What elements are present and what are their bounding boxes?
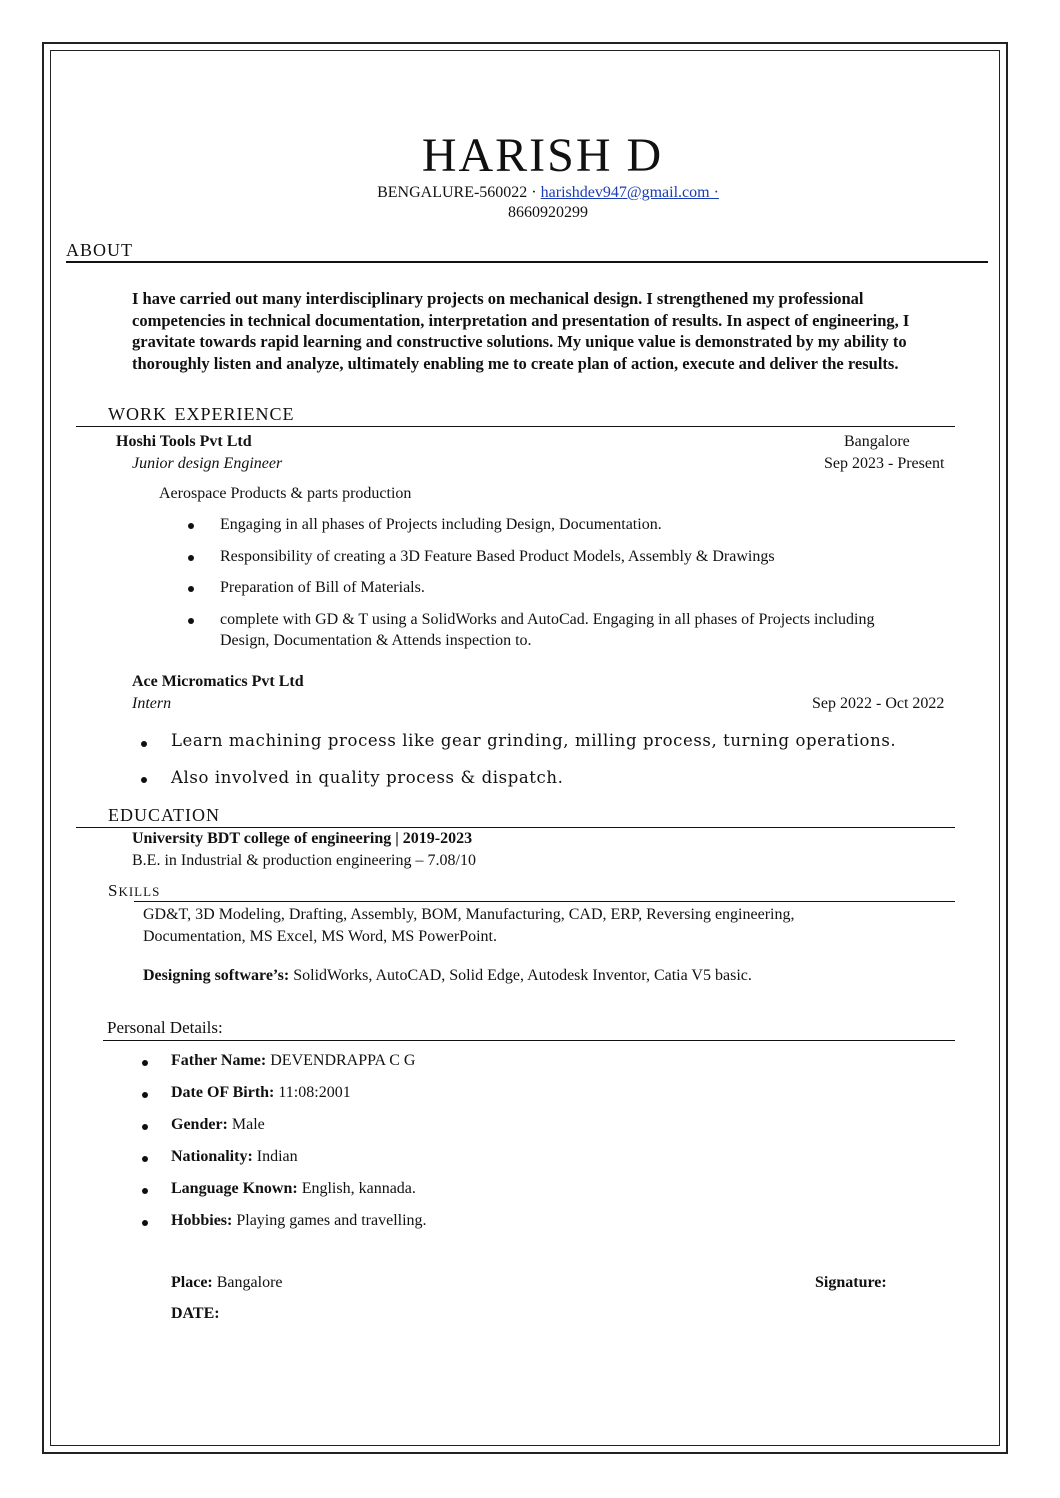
job1-bullet-1: Engaging in all phases of Projects including Design, Documentation. (220, 516, 662, 533)
bullet-dot (188, 555, 194, 561)
about-heading: ABOUT (66, 240, 133, 260)
job1-location: Bangalore (844, 433, 910, 450)
phone: 8660920299 (508, 204, 588, 221)
skills-heading-rest: KILLS (118, 884, 161, 899)
candidate-name: HARISH D (421, 129, 664, 182)
education-school: University BDT college of engineering | 2019-2023 (132, 830, 473, 847)
personal-item-father (171, 1052, 415, 1070)
email-link[interactable]: harishdev947@gmail.com · (540, 184, 719, 201)
bullet-dot (142, 1156, 148, 1162)
job2-role: Intern (132, 695, 172, 712)
personal-item-hobbies (171, 1212, 427, 1230)
job1-bullet-3: Preparation of Bill of Materials. (220, 579, 425, 596)
contact-line (0, 184, 1060, 202)
hobbies-label: Hobbies: (171, 1212, 233, 1229)
job2-company: Ace Micromatics Pvt Ltd (132, 673, 304, 690)
job1-summary: Aerospace Products & parts production (159, 485, 412, 502)
date-label: DATE: (171, 1305, 220, 1322)
job1-dates: Sep 2023 - Present (824, 455, 945, 472)
dob-value: 11:08:2001 (274, 1084, 351, 1101)
about-text: I have carried out many interdisciplinary projects on mechanical design. I strengthened my professional competencies in technical documentation, interpretation and presentation of results. In aspect of engineering, I gravitate towards rapid learning and constructive solutions. My unique value is demonstrated by my ability to thoroughly listen and analyze, ultimately enabling me to create plan of action, execute and deliver the results. (132, 289, 910, 373)
personal-item-nationality (171, 1148, 298, 1166)
bullet-dot (141, 741, 147, 747)
education-divider (76, 827, 955, 828)
personal-item-language (171, 1180, 416, 1198)
skills-software (143, 967, 752, 985)
bullet-dot (142, 1220, 148, 1226)
job1-company: Hoshi Tools Pvt Ltd (116, 433, 252, 450)
dob-label: Date OF Birth: (171, 1084, 275, 1101)
place-value: Bangalore (212, 1274, 283, 1291)
bullet-dot (188, 586, 194, 592)
language-label: Language Known: (171, 1180, 298, 1197)
nationality-label: Nationality: (171, 1148, 253, 1165)
bullet-dot (142, 1092, 148, 1098)
skills-divider (134, 901, 955, 902)
address: BENGALURE-560022 · (377, 184, 541, 201)
personal-item-gender (171, 1116, 265, 1134)
personal-item-dob (171, 1084, 351, 1102)
job2-dates: Sep 2022 - Oct 2022 (812, 695, 945, 712)
bullet-dot (142, 1188, 148, 1194)
skills-software-value: SolidWorks, AutoCAD, Solid Edge, Autodesk Inventor, Catia V5 basic. (289, 967, 752, 984)
job1-bullet-4-cont: Design, Documentation & Attends inspection to. (220, 632, 532, 649)
work-divider (76, 426, 955, 427)
job2-bullet-2: Also involved in quality process & dispatch. (171, 768, 564, 787)
father-value: DEVENDRAPPA C G (266, 1052, 416, 1069)
place (171, 1274, 283, 1292)
gender-label: Gender: (171, 1116, 228, 1133)
education-heading: EDUCATION (108, 805, 220, 825)
job1-bullet-4: complete with GD & T using a SolidWorks and AutoCad. Engaging in all phases of Projects including (220, 611, 875, 628)
education-degree: B.E. in Industrial & production engineering – 7.08/10 (132, 852, 476, 869)
skills-software-label: Designing software’s: (143, 967, 290, 984)
personal-heading: Personal Details: (107, 1018, 223, 1037)
skills-heading (108, 881, 160, 901)
about-divider (66, 261, 988, 263)
skills-line-1: GD&T, 3D Modeling, Drafting, Assembly, BOM, Manufacturing, CAD, ERP, Reversing engineering, (143, 906, 795, 923)
hobbies-value: Playing games and travelling. (232, 1212, 427, 1229)
bullet-dot (188, 523, 194, 529)
bullet-dot (141, 777, 147, 783)
place-label: Place: (171, 1274, 213, 1291)
signature-label: Signature: (815, 1274, 887, 1291)
bullet-dot (142, 1060, 148, 1066)
personal-divider (103, 1040, 955, 1041)
job1-bullet-2: Responsibility of creating a 3D Feature Based Product Models, Assembly & Drawings (220, 548, 775, 565)
bullet-dot (142, 1124, 148, 1130)
work-heading: WORK EXPERIENCE (108, 404, 295, 424)
skills-heading-first: S (108, 881, 119, 900)
nationality-value: Indian (252, 1148, 298, 1165)
language-value: English, kannada. (297, 1180, 416, 1197)
gender-value: Male (227, 1116, 265, 1133)
bullet-dot (188, 618, 194, 624)
skills-line-2: Documentation, MS Excel, MS Word, MS PowerPoint. (143, 928, 497, 945)
job1-role: Junior design Engineer (132, 455, 283, 472)
job2-bullet-1: Learn machining process like gear grinding, milling process, turning operations. (171, 731, 897, 750)
father-label: Father Name: (171, 1052, 267, 1069)
